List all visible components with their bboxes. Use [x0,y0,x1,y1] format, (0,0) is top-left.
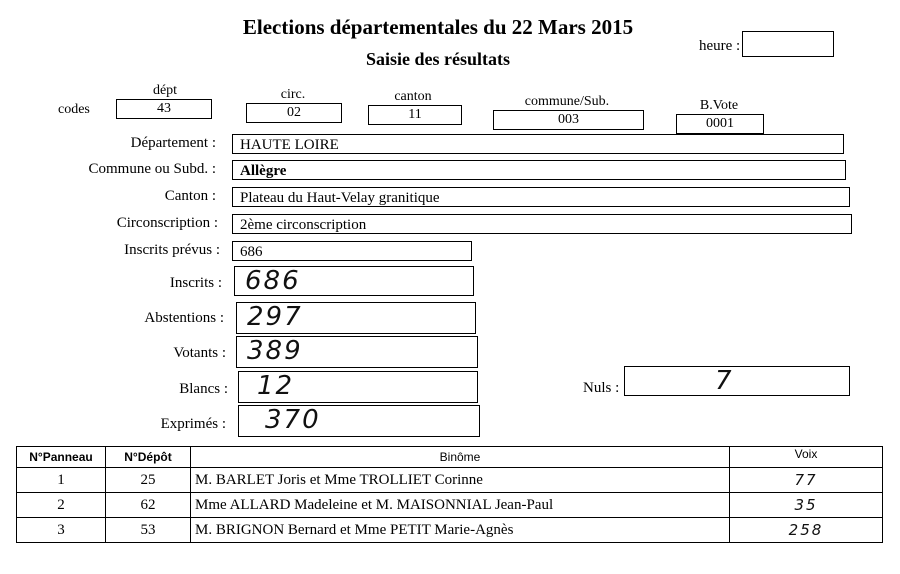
voix-cell[interactable]: 35 [730,493,883,518]
depot-cell: 62 [106,493,191,518]
commune-field[interactable]: Allègre [232,160,846,180]
circ-code-field[interactable]: 02 [246,103,342,123]
table-row [17,468,883,493]
voix-header: Voix [730,447,883,468]
canton-code-label: canton [394,89,432,104]
inscrits-field[interactable]: 686 [234,266,474,296]
depot-header: N°Dépôt [106,447,191,468]
binome-header: Binôme [191,447,730,468]
binome-cell: M. BARLET Joris et Mme TROLLIET Corinne [191,468,730,493]
nuls-field[interactable]: 7 [624,366,850,396]
inscrits-label: Inscrits : [169,275,222,291]
departement-field[interactable]: HAUTE LOIRE [232,134,844,154]
panneau-header: N°Panneau [17,447,106,468]
exprimes-field[interactable]: 370 [238,405,480,437]
depot-cell: 25 [106,468,191,493]
codes-label: codes [58,102,90,117]
commune-code-label: commune/Sub. [524,94,610,109]
results-table [16,446,883,543]
dept-code-label: dépt [152,83,178,98]
votants-field[interactable]: 389 [236,336,478,368]
depot-cell: 53 [106,518,191,543]
heure-field[interactable] [742,31,834,57]
commune-code-field[interactable]: 003 [493,110,644,130]
document-title: Elections départementales du 22 Mars 2015 [242,15,634,39]
panneau-cell: 1 [17,468,106,493]
voix-cell[interactable]: 77 [730,468,883,493]
abstentions-field[interactable]: 297 [236,302,476,334]
document-subtitle: Saisie des résultats [366,49,510,69]
table-row [17,493,883,518]
circ-code-label: circ. [280,87,306,102]
blancs-label: Blancs : [179,381,228,397]
canton-field[interactable]: Plateau du Haut-Velay granitique [232,187,850,207]
circonscription-label: Circonscription : [116,215,218,231]
nuls-label: Nuls : [583,380,620,396]
voix-cell[interactable]: 258 [730,518,883,543]
commune-label: Commune ou Subd. : [88,161,216,177]
table-header-row [17,447,883,468]
canton-code-field[interactable]: 11 [368,105,462,125]
departement-label: Département : [130,135,216,151]
table-row [17,518,883,543]
votants-label: Votants : [173,345,226,361]
blancs-field[interactable]: 12 [238,371,478,403]
dept-code-field[interactable]: 43 [116,99,212,119]
bvote-code-field[interactable]: 0001 [676,114,764,134]
exprimes-label: Exprimés : [160,416,226,432]
inscrits-prevus-label: Inscrits prévus : [124,242,220,258]
bvote-code-label: B.Vote [699,98,739,113]
binome-cell: M. BRIGNON Bernard et Mme PETIT Marie-Agnès [191,518,730,543]
heure-label: heure : [699,38,741,54]
binome-cell: Mme ALLARD Madeleine et M. MAISONNIAL Jean-Paul [191,493,730,518]
circonscription-field[interactable]: 2ème circonscription [232,214,852,234]
panneau-cell: 3 [17,518,106,543]
inscrits-prevus-field[interactable]: 686 [232,241,472,261]
panneau-cell: 2 [17,493,106,518]
canton-label: Canton : [164,188,216,204]
abstentions-label: Abstentions : [144,310,224,326]
